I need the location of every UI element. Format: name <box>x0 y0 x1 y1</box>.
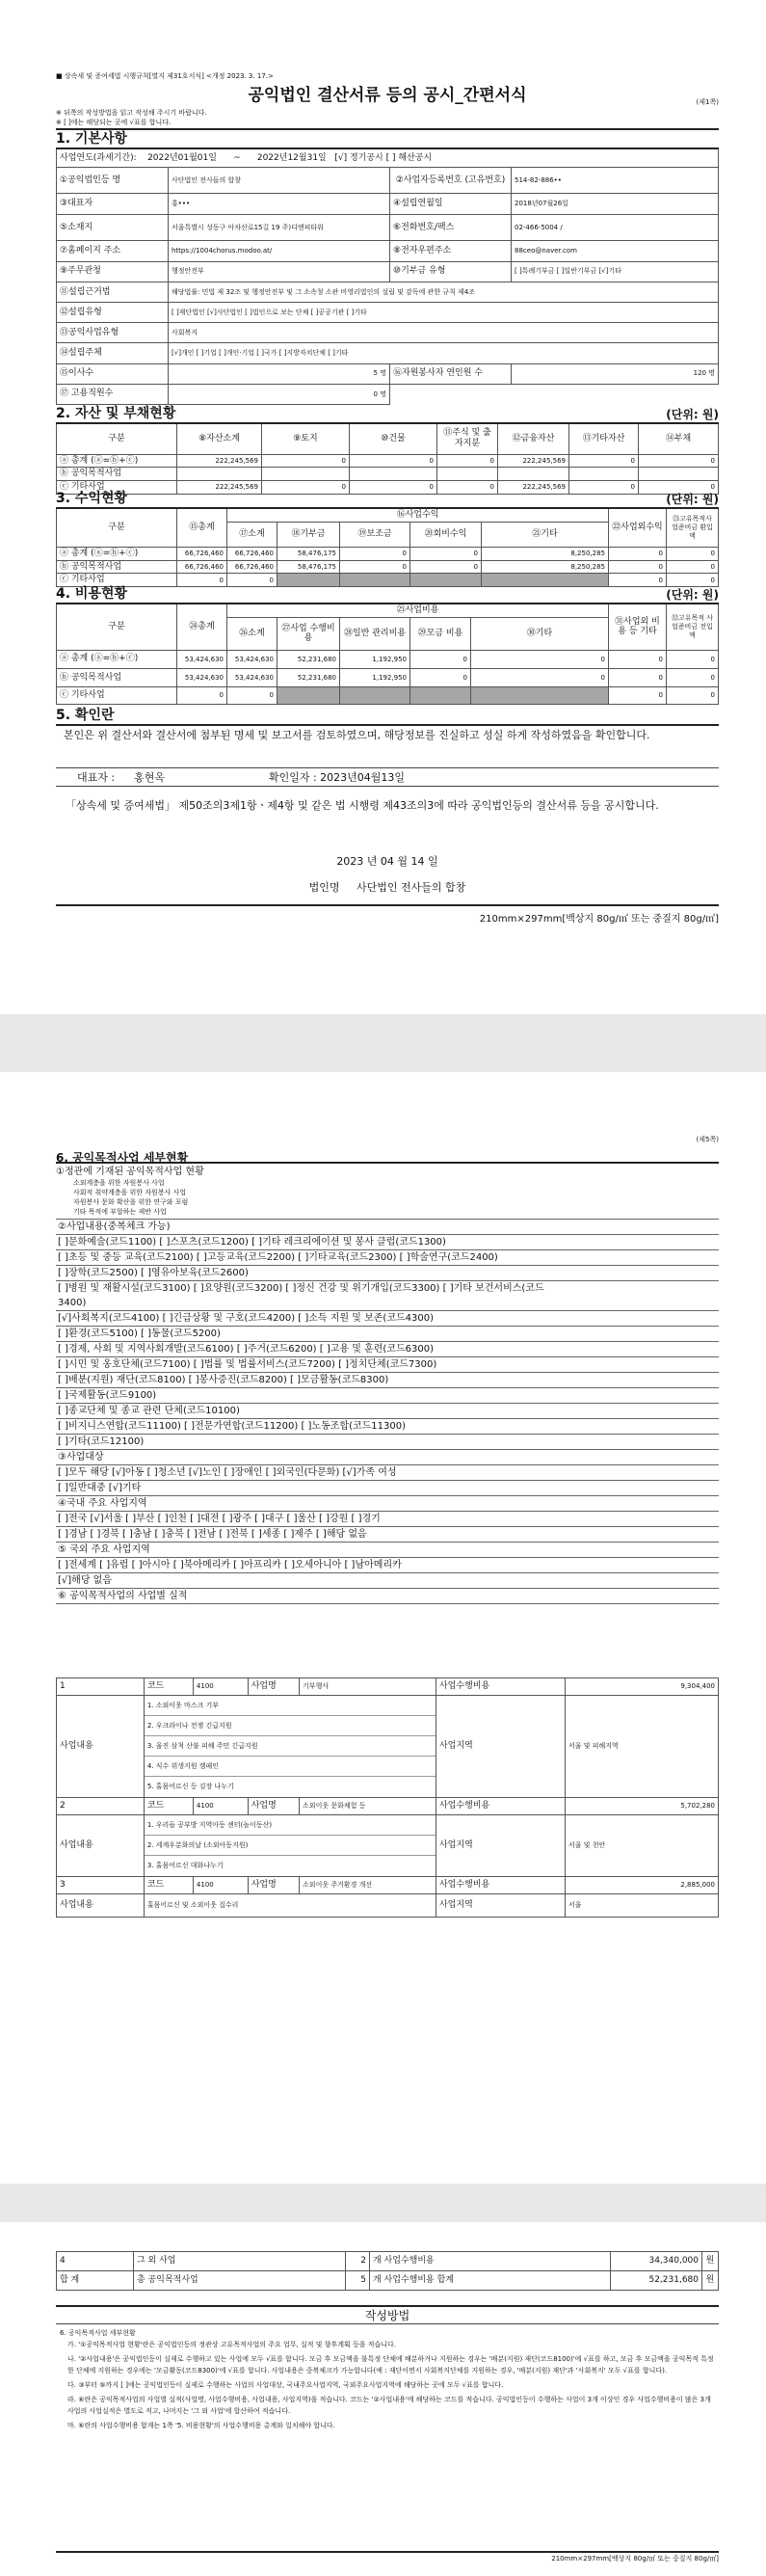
table-cell: 사업지역 <box>436 1815 565 1877</box>
expense-row-total <box>57 650 719 668</box>
table-cell: 코드 <box>144 1798 193 1815</box>
table-cell: 서울특별시 성동구 아차산로15길 19 주)디엔피타워 <box>169 215 390 241</box>
table-cell: ⑩기부금 유형 <box>390 261 512 282</box>
list-item: 소외계층을 위한 자원봉사 사업 <box>73 1179 165 1187</box>
page-title: 공익법인 결산서류 등의 공시_간편서식 <box>248 86 527 105</box>
region-option[interactable]: [ ]전국 [√]서울 [ ]부산 [ ]인천 [ ]대전 [ ]광주 [ ]대구 [ ]울산 [ ]강원 [ ]경기 <box>56 1512 719 1527</box>
code-option[interactable]: [ ]배분(지원) 재단(코드8100) [ ]봉사증진(코드8200) [ ]모금활동(코드8300) <box>56 1373 719 1388</box>
table-cell: ⓑ 공익목적사업 <box>57 668 177 686</box>
list-item: 기타 목적에 부합하는 제반 사업 <box>73 1208 167 1216</box>
expense-row-public <box>57 668 719 686</box>
list-item: 자원봉사 문화 확산을 위한 연구와 포럼 <box>73 1198 189 1206</box>
overseas-option[interactable]: [ ]전세계 [ ]유럽 [ ]아시아 [ ]북아메리카 [ ]아프리카 [ ]오세아니아 [ ]남아메리카 <box>56 1558 719 1573</box>
table-cell <box>390 384 719 404</box>
table-cell <box>569 468 639 481</box>
table-cell: 0 <box>350 454 437 468</box>
table-cell: ⓑ 공익목적사업 <box>57 468 177 481</box>
code-option[interactable]: [ ]경제, 사회 및 지역사회개발(코드6100) [ ]주거(코드6200) [ ]고용 및 훈련(코드6300) <box>56 1342 719 1357</box>
table-cell: ⓑ 공익목적사업 <box>57 560 177 574</box>
table-cell: ㉜고유목적 사업준비금 전입액 <box>667 604 719 650</box>
assets-table <box>56 422 719 493</box>
summary-table <box>56 2251 719 2291</box>
table-cell: 원 <box>702 2271 719 2291</box>
table-cell: ②사업자등록번호 (고유번호) <box>390 168 512 193</box>
table-cell: ⓐ 총계 (ⓐ=ⓑ+ⓒ) <box>57 650 177 668</box>
page-gap <box>0 1014 766 1072</box>
form-page-number: (제5쪽) <box>696 1136 719 1143</box>
disclosure-type: [√] 정기공시 [ ] 해산공시 <box>334 152 433 163</box>
checkbox-note: ※ [ ]에는 해당되는 곳에 √표를 합니다. <box>56 119 172 126</box>
table-cell: ⑬기타자산 <box>569 423 639 454</box>
code-option[interactable]: [ ]초등 및 중등 교육(코드2100) [ ]고등교육(코드2200) [ ]기타교육(코드2300) [ ]학술연구(코드2400) <box>56 1250 719 1266</box>
disclosure-date: 2023 년 04 월 14 일 <box>336 855 438 868</box>
table-cell: 홍••• <box>169 193 390 214</box>
code-option[interactable]: [ ]환경(코드5100) [ ]동물(코드5200) <box>56 1327 719 1342</box>
table-cell: ⑯사업수익 <box>227 508 609 522</box>
table-cell <box>144 1815 436 1877</box>
table-cell: 사업내용 <box>57 1894 145 1918</box>
table-cell: ⑰ 고용직원수 <box>57 384 169 404</box>
table-cell: ㉙모금 비용 <box>410 617 471 650</box>
instruction-note: ※ 뒤쪽의 작성방법을 읽고 작성해 주시기 바랍니다. <box>56 109 207 117</box>
revenue-row-total <box>57 547 719 560</box>
table-cell: ⑨주무관청 <box>57 261 169 282</box>
table-cell: 코드 <box>144 1877 193 1894</box>
table-cell: ㉕사업비용 <box>227 604 609 617</box>
table-cell: 2,885,000 <box>565 1877 718 1894</box>
table-cell: 5 명 <box>169 363 390 384</box>
table-cell: 사회복지 <box>169 323 719 343</box>
table-cell: ③대표자 <box>57 193 169 214</box>
project-table <box>56 1677 719 1918</box>
table-cell: 0 <box>609 574 667 587</box>
code-option[interactable]: [ ]종교단체 및 종교 관련 단체(코드10100) <box>56 1404 719 1419</box>
table-cell: 52,231,680 <box>277 668 340 686</box>
table-cell: ⓒ 기타사업 <box>57 686 177 704</box>
table-cell: 02-466-5004 / <box>512 215 719 241</box>
table-cell <box>410 686 471 704</box>
table-cell: 서울 및 천안 <box>565 1815 718 1877</box>
table-cell: 0 <box>177 686 227 704</box>
table-cell <box>350 468 437 481</box>
table-row <box>57 2271 719 2291</box>
table-cell: 2 <box>346 2252 370 2271</box>
table-cell: 0 <box>609 650 667 668</box>
table-cell: 소외이웃 문화체험 등 <box>300 1798 436 1815</box>
table-cell: 0 <box>639 454 719 468</box>
table-cell: ㉒사업외수익 <box>609 508 667 547</box>
table-cell: ⑨토지 <box>262 423 350 454</box>
purpose-list <box>56 1178 719 1220</box>
list-item: 3. 홀몸어르신 대화나누기 <box>146 1862 224 1869</box>
table-cell: ㉛사업외 비용 등 기타 <box>609 604 667 650</box>
page-gap <box>0 2184 766 2222</box>
table-cell <box>144 1696 436 1798</box>
table-cell: ㉔총계 <box>177 604 227 650</box>
page-1 <box>0 0 766 1014</box>
paper-spec: 210mm×297mm[백상지 80g/㎡ 또는 중질지 80g/㎡] <box>479 914 719 925</box>
table-cell: [ ]재단법인 [√]사단법인 [ ]법인으로 보는 단체 [ ]공공기관 [ ]기타 <box>169 303 719 323</box>
table-cell: ④설립연월일 <box>390 193 512 214</box>
table-cell: ⑧자산소계 <box>177 423 262 454</box>
method-body: 6. 공익목적사업 세부현황 가. '①공익목적사업 현황'란은 공익법인등의 정관상 고유목적사업의 주요 업무, 실적 및 향후계획 등을 적습니다. 나. '②사업내용'은 공익법인등이 실제로 수행하고 있는 사업에 모두 √표를 합니다. 모금 후 모금액을 불특정 단체에 배분하거나 지원하는 경우는 '배분(지원) 재단(코드8100)'에 √표를 하고, 모금 후 모금액을 공익목적 특정한 단체에 지원하는 경우에는 '모금활동(코드8300)'에 √표를 합니다. 사업내용은 중복체크가 가능합니다(예 : 재단이면서 사회복지단체를 지원하는 경우, '배분(지원) 재단'과 '사회복지' 모두 √표를 합니다). 다. ③부터 ⑤까지 [ ]에는 공익법인등이 실제로 수행하는 사업의 사업대상, 국내주요사업지역, 국외주요사업지역에 해당하는 곳에 모두 √표를 합니다. 라. ⑥란은 공익목적사업의 사업별 실적(사업명, 사업수행비용, 사업내용, 사업지역)을 적습니다. 코드는 '②사업내용'에 해당하는 코드를 적습니다. 공익법인등이 수행하는 사업이 3개 이상인 경우 사업수행비용이 많은 3개 사업의 사업실적은 별도로 적고, 나머지는 '그 외 사업'에 합산하여 적습니다. 마. ⑥란의 사업수행비용 합계는 1쪽 '5. 비용현황'의 사업수행비용 총계와 일치해야 합니다. <box>60 2329 714 2429</box>
table-cell <box>340 686 410 704</box>
section-detail-title: 6. 공익목적사업 세부현황 <box>56 1149 719 1164</box>
code-option[interactable]: [ ]문화예술(코드1100) [ ]스포츠(코드1200) [ ]기타 레크리에이션 및 봉사 클럽(코드1300) <box>56 1235 719 1250</box>
table-cell: 0 명 <box>169 384 390 404</box>
method-item: 가. '①공익목적사업 현황'란은 공익법인등의 정관상 고유목적사업의 주요 업무, 실적 및 향후계획 등을 적습니다. <box>67 2341 397 2348</box>
revenue-table <box>56 507 719 583</box>
assets-row-total <box>57 454 719 468</box>
table-cell: 1 <box>57 1678 145 1696</box>
method-item: 마. ⑥란의 사업수행비용 합계는 1쪽 '5. 비용현황'의 사업수행비용 총계와 일치해야 합니다. <box>67 2422 335 2429</box>
table-cell: ㉖소계 <box>227 617 277 650</box>
code-option[interactable]: [ ]비지니스연합(코드11100) [ ]전문가연합(코드11200) [ ]노동조합(코드11300) <box>56 1419 719 1435</box>
project-detail-row <box>57 1696 719 1798</box>
table-cell: 0 <box>609 560 667 574</box>
table-cell: ⑥전화번호/팩스 <box>390 215 512 241</box>
table-cell: ⑭부채 <box>639 423 719 454</box>
table-cell: 사업명 <box>248 1798 299 1815</box>
table-cell: 0 <box>569 481 639 495</box>
corporation-name: 법인명 사단법인 전사들의 합창 <box>308 881 466 894</box>
table-cell: 사단법인 전사들의 합창 <box>169 168 390 193</box>
table-cell: 기부행사 <box>300 1678 436 1696</box>
code-option: 3400) <box>56 1296 719 1311</box>
table-cell: 1,192,950 <box>340 650 410 668</box>
target-option[interactable]: [ ]일반대중 [√]기타 <box>56 1481 719 1496</box>
table-cell: 3 <box>57 1877 145 1894</box>
table-cell: 4100 <box>193 1798 248 1815</box>
table-cell: 222,245,569 <box>177 454 262 468</box>
table-cell: 8,250,285 <box>482 560 609 574</box>
table-cell: 구분 <box>57 423 177 454</box>
table-cell: 사업수행비용 <box>436 1877 565 1894</box>
table-cell: ⑱기부금 <box>277 522 340 547</box>
table-cell: 0 <box>609 547 667 560</box>
table-cell: ⑫금융자산 <box>498 423 569 454</box>
method-item: 라. ⑥란은 공익목적사업의 사업별 실적(사업명, 사업수행비용, 사업내용, 사업지역)을 적습니다. 코드는 '②사업내용'에 해당하는 코드를 적습니다. 공익법인등이 수행하는 사업이 3개 이상인 경우 사업수행비용이 많은 3개 사업의 사업실적은 별도로 적고, 나머지는 '그 외 사업'에 합산하여 적습니다. <box>67 2396 711 2415</box>
confirm-date: 확인일자 : 2023년04월13일 <box>268 771 406 784</box>
table-cell: 0 <box>340 547 410 560</box>
table-cell: ⑪설립근거법 <box>57 282 169 302</box>
page-2 <box>0 1072 766 2184</box>
table-cell: 사업명 <box>248 1678 299 1696</box>
table-cell: 66,726,460 <box>227 547 277 560</box>
table-cell: 5,702,280 <box>565 1798 718 1815</box>
table-cell: 0 <box>350 481 437 495</box>
table-cell: 0 <box>410 560 482 574</box>
certification-statement: 「상속세 및 증여세법」 제50조의3제1항ㆍ제4항 및 같은 법 시행령 제43조의3에 따라 공익법인등의 결산서류 등을 공시합니다. <box>66 799 659 812</box>
table-cell: ⑩건물 <box>350 423 437 454</box>
table-cell: 222,245,569 <box>498 454 569 468</box>
table-cell: 사업연도(과세기간): 2022년01월01일 ~ 2022년12월31일 [√] 정기공시 [ ] 해산공시 <box>57 148 719 168</box>
table-cell: 0 <box>667 560 719 574</box>
table-cell: 34,340,000 <box>611 2252 702 2271</box>
list-item: 홀몸어르신 및 소외이웃 집수리 <box>144 1894 436 1918</box>
table-cell: 2018년07월26일 <box>512 193 719 214</box>
table-cell: 0 <box>639 481 719 495</box>
table-cell: 서울 <box>565 1894 718 1918</box>
table-cell <box>437 468 498 481</box>
table-cell: 52,231,680 <box>611 2271 702 2291</box>
table-cell: 66,726,460 <box>177 560 227 574</box>
table-cell: 원 <box>702 2252 719 2271</box>
table-cell: 53,424,630 <box>227 668 277 686</box>
table-cell: 9,304,400 <box>565 1678 718 1696</box>
table-cell: 0 <box>262 481 350 495</box>
expense-table <box>56 603 719 705</box>
table-cell: 0 <box>471 650 609 668</box>
table-cell <box>277 686 340 704</box>
table-cell: 그 외 사업 <box>134 2252 346 2271</box>
table-cell: 구분 <box>57 604 177 650</box>
table-cell: 행정안전부 <box>169 261 390 282</box>
expense-row-other <box>57 686 719 704</box>
table-cell: ⑭설립주체 <box>57 343 169 363</box>
project-detail-row <box>57 1815 719 1877</box>
table-cell: 구분 <box>57 508 177 547</box>
table-cell: 0 <box>410 650 471 668</box>
code-option[interactable]: [√]사회복지(코드4100) [ ]긴급상황 및 구호(코드4200) [ ]소득 지원 및 보존(코드4300) <box>56 1311 719 1327</box>
table-cell <box>262 468 350 481</box>
detail-checklist: ①정관에 기재된 공익목적사업 현황 소외계층을 위한 자원봉사 사업 사회적 취약계층을 위한 자원봉사 사업 자원봉사 문화 확산을 위한 연구와 포럼 기타 목적에 부합하는 제반 사업 ②사업내용(중복체크 가능) [ ]문화예술(코드1100) [ ]스포츠(코드1200) [ ]기타 레크리에이션 및 봉사 클럽(코드1300) [ ]초등 및 중등 교육(코드2100) [ ]고등교육(코드2200) [ ]기타교육(코드2300) [ ]학술연구(코드2400) [ ]장학(코드2500) [ ]영유아보육(코드2600) [ ]병원 및 재활시설(코드3100) [ ]요양원(코드3200) [ ]정신 건강 및 위기개입(코드3300) [ ]기타 보건서비스(코드 3400) [√]사회복지(코드4100) [ ]긴급상황 및 구호(코드4200) [ ]소득 지원 및 보존(코드4300) [ ]환경(코드5100) [ ]동물(코드5200) [ ]경제, 사회 및 지역사회개발(코드6100) [ ]주거(코드6200) [ ]고용 및 훈련(코드6300) [ ]시민 및 옹호단체(코드7100) [ ]법률 및 법률서비스(코드7200) [ ]정치단체(코드7300) [ ]배분(지원) 재단(코드8100) [ ]봉사증진(코드8200) [ ]모금활동(코드8300) [ ]국제활동(코드9100) [ ]종교단체 및 종교 관련 단체(코드10100) [ ]비지니스연합(코드11100) [ ]전문가연합(코드11200) [ ]노동조합(코드11300) [ ]기타(코드12100) ③사업대상 [ ]모두 해당 [√]아동 [ ]청소년 [√]노인 [ ]장애인 [ ]외국인(다문화) [√]가족 여성 [ ]일반대중 [√]기타 ④국내 주요 사업지역 [ ]전국 [√]서울 [ ]부산 [ ]인천 [ ]대전 [ ]광주 [ ]대구 [ ]울산 [ ]강원 [ ]경기 [ ]경남 [ ]경북 [ ]충남 [ ]충북 [ ]전남 [ ]전북 [ ]세종 [ ]제주 [ ]해당 없음 ⑤ 국외 주요 사업지역 [ ]전세계 [ ]유럽 [ ]아시아 [ ]북아메리카 [ ]아프리카 [ ]오세아니아 [ ]남아메리카 [√]해당 없음 ⑥ 공익목적사업의 사업별 실적 <box>56 1166 719 1604</box>
table-cell: 서울 및 피해지역 <box>565 1696 718 1798</box>
table-cell: 사업지역 <box>436 1894 565 1918</box>
table-cell: 120 명 <box>512 363 719 384</box>
law-reference: ■ 상속세 및 증여세법 시행규칙[별지 제31호서식] <개정 2023. 3. 17.> <box>56 72 274 80</box>
list-item: 5. 홀몸어르신 등 김장 나누기 <box>146 1783 234 1790</box>
table-cell: 사업수행비용 <box>436 1678 565 1696</box>
table-cell: ⓒ 기타사업 <box>57 574 177 587</box>
method-title: 작성방법 <box>56 2305 719 2324</box>
table-cell: 0 <box>667 650 719 668</box>
table-cell: ⑮이사수 <box>57 363 169 384</box>
list-item: 1. 우리들 공부방 지역아동 센터(놀이동산) <box>145 1815 436 1836</box>
section-expense-title: 4. 비용현황 (단위: 원) <box>56 586 719 602</box>
table-cell: 1,192,950 <box>340 668 410 686</box>
table-cell: 88ceo@naver.com <box>512 241 719 261</box>
table-cell: 222,245,569 <box>498 481 569 495</box>
section-revenue-title: 3. 수익현황 (단위: 원) <box>56 491 719 506</box>
overseas-option[interactable]: [√]해당 없음 <box>56 1573 719 1589</box>
table-cell: 52,231,680 <box>277 650 340 668</box>
table-cell: ⑳회비수익 <box>410 522 482 547</box>
table-cell: 0 <box>227 574 277 587</box>
table-cell: 소외이웃 주거환경 개선 <box>300 1877 436 1894</box>
target-option[interactable]: [ ]모두 해당 [√]아동 [ ]청소년 [√]노인 [ ]장애인 [ ]외국인(다문화) [√]가족 여성 <box>56 1465 719 1481</box>
table-cell: 4100 <box>193 1877 248 1894</box>
table-cell: ⑦홈페이지 주소 <box>57 241 169 261</box>
table-cell: [ ]특례기부금 [ ]일반기부금 [√]기타 <box>512 261 719 282</box>
table-cell: https://1004chorus.modoo.at/ <box>169 241 390 261</box>
table-cell: 0 <box>437 454 498 468</box>
table-cell: ㉓고유목적사업준비금 환입액 <box>667 508 719 547</box>
table-cell: ㉚기타 <box>471 617 609 650</box>
table-row <box>57 2252 719 2271</box>
table-cell: 0 <box>609 686 667 704</box>
project-row <box>57 1877 719 1894</box>
code-option[interactable]: [ ]국제활동(코드9100) <box>56 1388 719 1404</box>
table-cell: 53,424,630 <box>227 650 277 668</box>
table-cell: [√]개인 [ ]기업 [ ]개인·기업 [ ]국가 [ ]지방자치단체 [ ]기타 <box>169 343 719 363</box>
project-row <box>57 1678 719 1696</box>
table-cell: 66,726,460 <box>227 560 277 574</box>
table-cell: ⑬공익사업유형 <box>57 323 169 343</box>
table-cell: 0 <box>262 454 350 468</box>
table-cell: ⑪주식 및 출자지분 <box>437 423 498 454</box>
method-item: 나. '②사업내용'은 공익법인등이 실제로 수행하고 있는 사업에 모두 √표를 합니다. 모금 후 모금액을 불특정 단체에 배분하거나 지원하는 경우는 '배분(지원) 재단(코드8100)'에 √표를 하고, 모금 후 모금액을 공익목적 특정한 단체에 지원하는 경우에는 '모금활동(코드8300)'에 √표를 합니다. 사업내용은 중복체크가 가능합니다(예 : 재단이면서 사회복지단체를 지원하는 경우, '배분(지원) 재단'과 '사회복지' 모두 √표를 합니다). <box>67 2355 714 2375</box>
list-item: 4. 식수 위생지원 캠페인 <box>145 1757 436 1777</box>
revenue-row-public <box>57 560 719 574</box>
code-option[interactable]: [ ]기타(코드12100) <box>56 1435 719 1450</box>
table-cell: 0 <box>437 481 498 495</box>
table-cell: ⑯자원봉사자 연인원 수 <box>390 363 512 384</box>
table-cell: 8,250,285 <box>482 547 609 560</box>
table-cell: 0 <box>569 454 639 468</box>
project-row <box>57 1798 719 1815</box>
table-cell: ①공익법인등 명 <box>57 168 169 193</box>
confirm-statement: 본인은 위 결산서와 결산서에 첨부된 명세 및 보고서를 검토하였으며, 해당정보를 진실하고 성실 하게 작성하였음을 확인합니다. <box>64 729 650 741</box>
table-cell: 0 <box>667 547 719 560</box>
table-cell: 4100 <box>193 1678 248 1696</box>
table-cell <box>177 468 262 481</box>
code-option[interactable]: [ ]장학(코드2500) [ ]영유아보육(코드2600) <box>56 1266 719 1281</box>
table-cell: 514-82-886•• <box>512 168 719 193</box>
table-cell: 2 <box>57 1798 145 1815</box>
table-cell: 개 사업수행비용 <box>370 2252 611 2271</box>
table-cell: 58,476,175 <box>277 560 340 574</box>
table-cell: 58,476,175 <box>277 547 340 560</box>
table-cell: 0 <box>471 668 609 686</box>
table-cell: 0 <box>340 560 410 574</box>
code-option[interactable]: [ ]병원 및 재활시설(코드3100) [ ]요양원(코드3200) [ ]정신 건강 및 위기개입(코드3300) [ ]기타 보건서비스(코드 <box>58 1283 544 1294</box>
table-cell: ㉘일반 관리비용 <box>340 617 410 650</box>
method-item: 다. ③부터 ⑤까지 [ ]에는 공익법인등이 실제로 수행하는 사업의 사업대상, 국내주요사업지역, 국외주요사업지역에 해당하는 곳에 모두 √표를 합니다. <box>67 2381 504 2389</box>
table-cell: 합 계 <box>57 2271 134 2291</box>
table-cell: 해당법률: 민법 제 32조 및 행정안전부 및 그 소속청 소관 비영리법인의 설립 및 감독에 관한 규칙 제4조 <box>169 282 719 302</box>
list-item: 2. 세계우분화의날 (소외아동지원) <box>145 1836 436 1856</box>
list-item: 1. 소외이웃 마스크 기부 <box>145 1696 436 1716</box>
table-cell: 0 <box>410 668 471 686</box>
table-cell: 0 <box>667 574 719 587</box>
table-cell: 0 <box>410 547 482 560</box>
confirm-signature-row: 대표자 : 홍현옥 확인일자 : 2023년04월13일 <box>56 767 719 787</box>
table-cell: 총 공익목적사업 <box>134 2271 346 2291</box>
table-cell: 사업내용 <box>57 1696 145 1798</box>
list-item: 사회적 취약계층을 위한 자원봉사 사업 <box>73 1189 187 1196</box>
table-cell: ⑮총계 <box>177 508 227 547</box>
table-cell <box>639 468 719 481</box>
table-cell: 4 <box>57 2252 134 2271</box>
representative-name: 홍현옥 <box>134 771 165 784</box>
table-cell: 66,726,460 <box>177 547 227 560</box>
table-cell: ⓐ 총계 (ⓐ=ⓑ+ⓒ) <box>57 547 177 560</box>
paper-spec: 210mm×297mm[백상지 80g/㎡ 또는 중질지 80g/㎡] <box>551 2555 719 2563</box>
section-basic-title: 1. 기본사항 <box>56 131 128 147</box>
table-cell: 0 <box>227 686 277 704</box>
table-cell: 0 <box>667 686 719 704</box>
table-cell: 사업지역 <box>436 1696 565 1798</box>
table-cell: 222,245,569 <box>177 481 262 495</box>
section-assets-title: 2. 자산 및 부채현황 (단위: 원) <box>56 406 719 421</box>
table-cell: 0 <box>177 574 227 587</box>
table-cell <box>471 686 609 704</box>
list-item: 2. 우크라이나 전쟁 긴급지원 <box>145 1716 436 1736</box>
section-confirm-title: 5. 확인란 <box>56 708 115 723</box>
project-detail-row <box>57 1894 719 1918</box>
table-cell: 코드 <box>144 1678 193 1696</box>
table-cell: ㉗사업 수행비용 <box>277 617 340 650</box>
table-cell: 53,424,630 <box>177 668 227 686</box>
table-cell: 개 사업수행비용 합계 <box>370 2271 611 2291</box>
table-cell: ⓐ 총계 (ⓐ=ⓑ+ⓒ) <box>57 454 177 468</box>
form-page-number: (제1쪽) <box>696 98 719 106</box>
table-cell: ⑫설립유형 <box>57 303 169 323</box>
table-cell: ⑲보조금 <box>340 522 410 547</box>
table-cell: 사업내용 <box>57 1815 145 1877</box>
table-cell: 0 <box>609 668 667 686</box>
list-item: 3. 울진 삼척 산불 피해 주민 긴급지원 <box>145 1736 436 1757</box>
table-cell: 사업수행비용 <box>436 1798 565 1815</box>
table-cell: ⓒ 기타사업 <box>57 481 177 495</box>
basic-info-table <box>56 148 719 405</box>
table-cell: 5 <box>346 2271 370 2291</box>
assets-row-public <box>57 468 719 481</box>
table-cell <box>498 468 569 481</box>
table-cell: ⑰소계 <box>227 522 277 547</box>
page-3 <box>0 2222 766 2576</box>
table-cell: 53,424,630 <box>177 650 227 668</box>
table-cell: 사업명 <box>248 1877 299 1894</box>
code-option[interactable]: [ ]시민 및 옹호단체(코드7100) [ ]법률 및 법률서비스(코드7200) [ ]정치단체(코드7300) <box>56 1357 719 1373</box>
table-cell: ⑤소재지 <box>57 215 169 241</box>
region-option[interactable]: [ ]경남 [ ]경북 [ ]충남 [ ]충북 [ ]전남 [ ]전북 [ ]세종 [ ]제주 [ ]해당 없음 <box>56 1527 719 1543</box>
table-cell: 0 <box>667 668 719 686</box>
table-cell: ㉑기타 <box>482 522 609 547</box>
table-cell: ⑧전자우편주소 <box>390 241 512 261</box>
